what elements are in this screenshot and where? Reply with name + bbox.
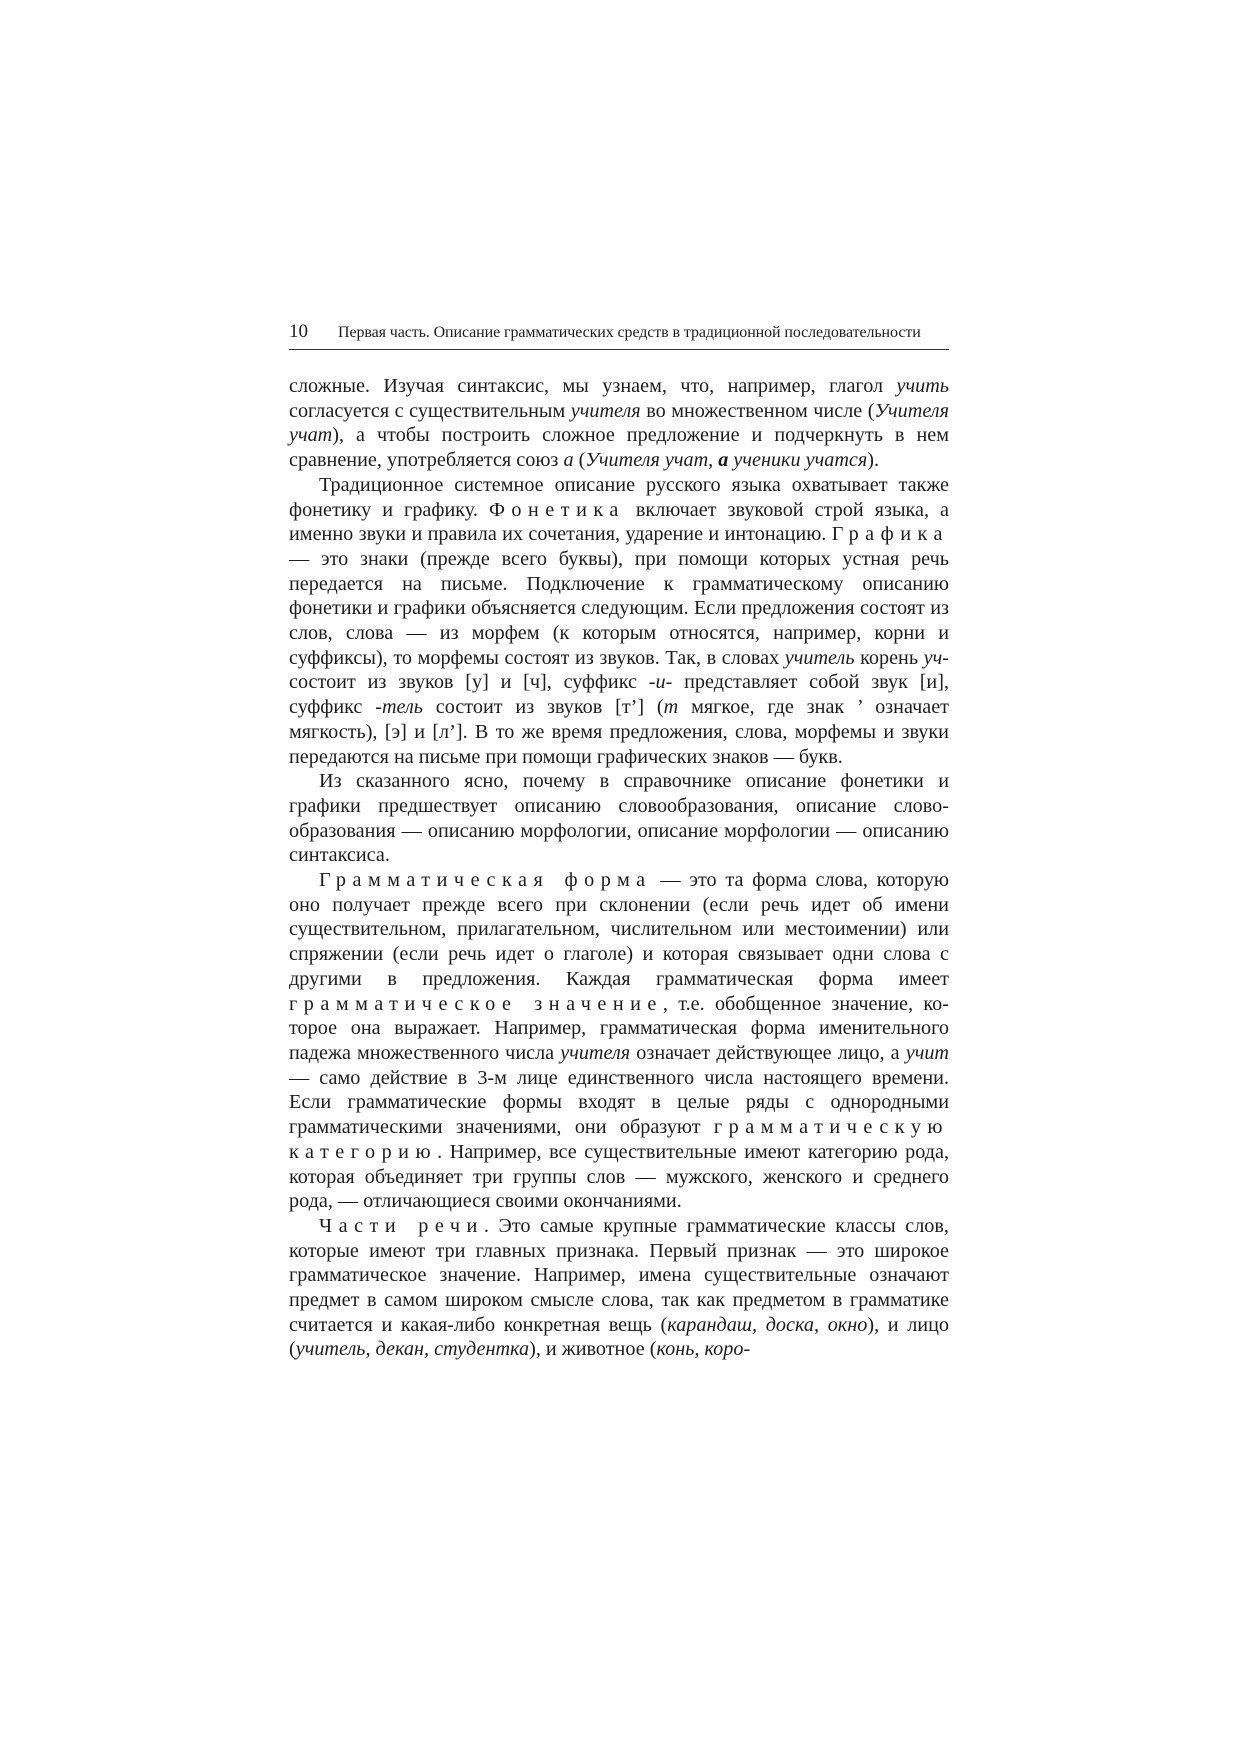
text-run: , т.е. обобщенное значение, которое она выражает. Например, грамматическая форма именительного падежа множественного числа (289, 992, 949, 1064)
text-run: состоит из звуков [у] и [ч], суффикс (289, 671, 649, 694)
italic-term: а (563, 449, 574, 472)
italic-term: карандаш, доска, окно (667, 1313, 868, 1336)
text-run: ), а чтобы построить сложное предложение и подчеркнуть в нем сравнение, употребляется союз (289, 424, 949, 472)
italic-term: конь, коро- (656, 1338, 751, 1361)
text-run: во множественном числе ( (640, 399, 875, 422)
text-run: ), и животное ( (529, 1338, 657, 1361)
italic-term: учит (905, 1041, 950, 1064)
text-run: ( (573, 449, 586, 472)
running-header (289, 321, 949, 350)
text-run: . Это самые крупные грамматические классы слов, которые имеют три главных признака. Первый признак — это широкое грамматическое значение. Например, имена существительные означают предмет в самом широком смысле слова, так как предметом в грамматике считается и какая-либо конкретная вещь ( (289, 1214, 949, 1336)
text-run: ). (867, 449, 880, 472)
text-run: — само действие в 3-м лице единственного числа настоящего времени. Если грамматические формы входят в целые ряды с однородными грамматическими значениями, они образуют (289, 1066, 949, 1139)
paragraph (289, 1214, 949, 1362)
text-run: — это та форма слова, которую оно получает прежде всего при склонении (если речь идет об имени существительном, прилагательном, числительном или местоимении) или спряжении (если речь идет о глаголе) и которая связывает одни слова с другими в предложения. Каждая грамматическая форма имеет (289, 869, 949, 990)
paragraph (289, 769, 949, 868)
italic-term: Учителя учат (585, 449, 709, 472)
italic-term: Учителя учат (289, 399, 949, 447)
spaced-term: Графика (831, 523, 949, 546)
text-run: Из сказанного ясно, почему в справочнике описание фонетики и графики предшествует описанию словообразования, описание словообразования — описанию морфологии, описание морфологии — описанию синтаксиса. (289, 770, 949, 867)
spaced-term: Грамматическая форма (319, 869, 652, 892)
italic-term: -и- (648, 671, 673, 694)
italic-term: учитель (784, 646, 855, 669)
italic-term: учителя (560, 1041, 631, 1064)
paragraph (289, 473, 949, 769)
italic-term: уч- (923, 646, 949, 669)
italic-term: учитель, декан, студентка (295, 1338, 530, 1361)
text-run: . Например, все существительные имеют категорию рода, которая объединяет три группы слов — мужского, женского и среднего рода, — отличающиеся своими окончаниями. (289, 1140, 949, 1213)
text-run: мягкое, где знак ’ означает мягкость), [э] и [л’]. В то же время предложения, слова, морфемы и звуки передаются на письме при помощи графических знаков — букв. (289, 696, 949, 768)
paragraph (289, 868, 949, 1214)
spaced-term: Фонетика (488, 498, 625, 521)
text-run: сложные. Изучая синтаксис, мы узнаем, что, например, глагол (289, 375, 897, 397)
running-title: Первая часть. Описание грамматических средств в традиционной последовательности (338, 324, 921, 341)
text-run: означает действующее лицо, а (630, 1041, 906, 1064)
text-run: включает звуковой строй языка, а именно звуки и правила их сочетания, ударение и интонацию. (289, 498, 950, 546)
text-run: Традиционное системное описание русского языка охватывает также фонетику и графику. (289, 473, 949, 521)
text-run: представляет собой звук [и], суффикс (289, 671, 949, 719)
text-run: согласуется с существительным (289, 399, 571, 422)
italic-term: ученики учатся (728, 449, 868, 472)
italic-term: а (718, 449, 729, 472)
text-run: — это знаки (прежде всего буквы), при помощи которых устная речь передается на письме. Подключение к грамматическому описанию фонетики и графики объясняется следующим. Если предложения состоят из слов, слова — из морфем (к которым относятся, например, корни и суффиксы), то морфемы состоят из звуков. Так, в словах (289, 547, 949, 669)
spaced-term: грамматическое значение (289, 992, 663, 1015)
italic-term: т (663, 696, 679, 719)
text-run: корень (854, 646, 924, 669)
italic-term: -тель (375, 696, 423, 719)
italic-term: учить (896, 375, 949, 397)
main-text (289, 374, 949, 1362)
text-run: , (708, 449, 719, 472)
paragraph (289, 374, 949, 473)
spaced-term: грамматическую категорию (289, 1116, 949, 1163)
page-number: 10 (289, 321, 308, 342)
italic-term: учителя (570, 399, 641, 422)
text-run: ), и лицо ( (289, 1313, 949, 1361)
spaced-term: Части речи (319, 1214, 484, 1237)
text-run: состоит из звуков [т’] ( (422, 696, 664, 719)
